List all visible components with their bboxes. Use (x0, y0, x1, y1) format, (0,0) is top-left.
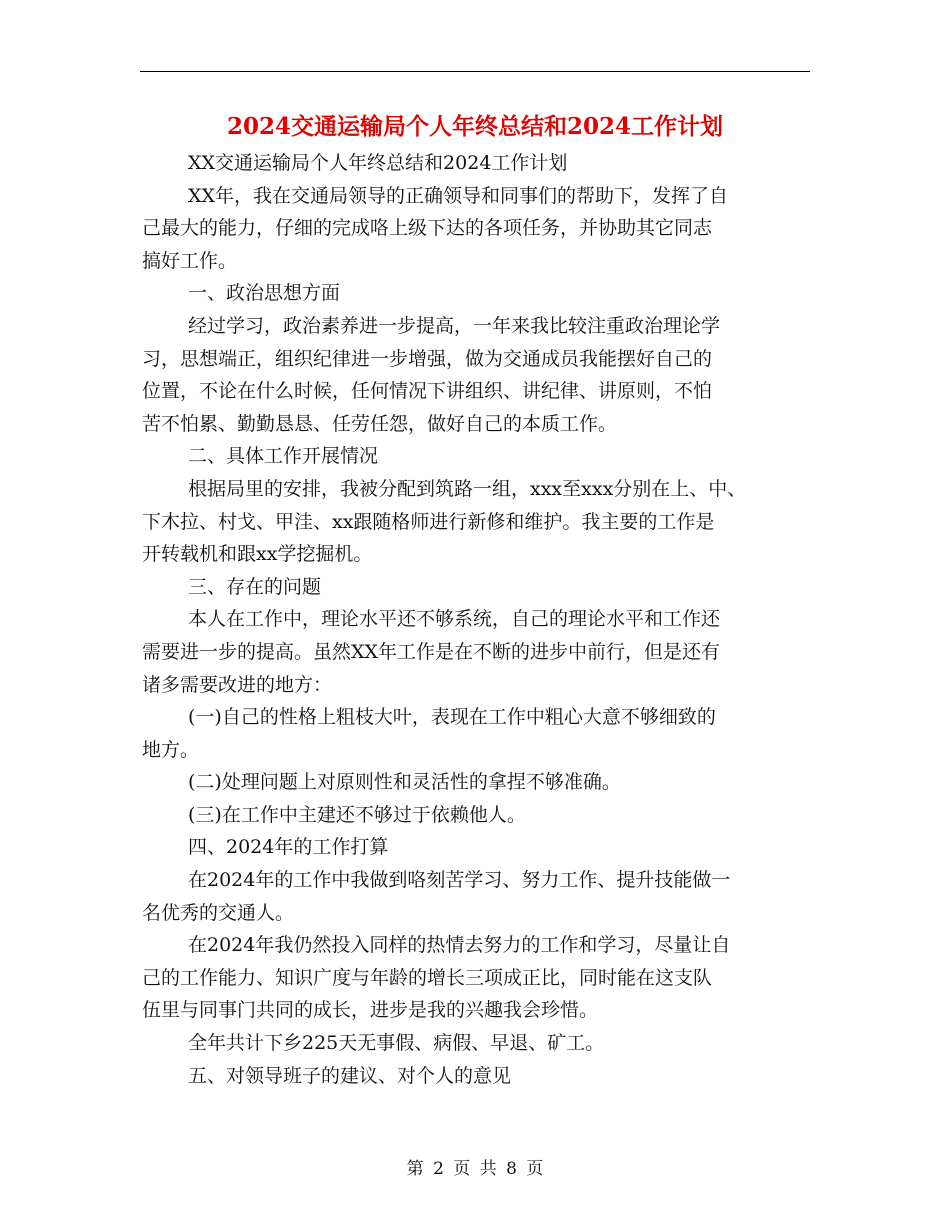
paragraph (142, 310, 832, 440)
text-line: (一)自己的性格上粗枝大叶，表现在工作中粗心大意不够细致的 (188, 706, 716, 729)
text-line: 经过学习，政治素养进一步提高，一年来我比较注重政治理论学 (188, 314, 721, 337)
text-line: 名优秀的交通人。 (142, 901, 295, 924)
text-line: 下木拉、村戈、甲洼、xx跟随格师进行新修和维护。我主要的工作是 (142, 510, 715, 533)
paragraph (142, 701, 832, 766)
text-line: 开转载机和跟xx学挖掘机。 (142, 543, 373, 566)
text-line: 苦不怕累、勤勤恳恳、任劳任怨，做好自己的本质工作。 (142, 412, 618, 435)
paragraph (142, 929, 832, 1027)
paragraph (142, 1060, 832, 1093)
text-line: 习，思想端正，组织纪律进一步增强，做为交通成员我能摆好自己的 (142, 347, 713, 370)
text-line: 在2024年的工作中我做到咯刻苦学习、努力工作、提升技能做一 (188, 869, 731, 892)
text-line: 五、对领导班子的建议、对个人的意见 (188, 1064, 512, 1087)
text-line: (二)处理问题上对原则性和灵活性的拿捏不够准确。 (188, 771, 621, 794)
text-line: 位置，不论在什么时候，任何情况下讲组织、讲纪律、讲原则，不怕 (142, 380, 713, 403)
text-line: 三、存在的问题 (188, 575, 322, 598)
text-line: 一、政治思想方面 (188, 282, 341, 305)
paragraph (142, 571, 832, 604)
paragraph (142, 180, 832, 278)
text-line: (三)在工作中主建还不够过于依赖他人。 (188, 803, 526, 826)
text-line: 搞好工作。 (142, 249, 238, 272)
text-line: 诸多需要改进的地方： (142, 673, 333, 696)
document-body (142, 147, 832, 1092)
text-line: 在2024年我仍然投入同样的热情去努力的工作和学习，尽量让自 (188, 934, 731, 957)
text-line: XX交通运输局个人年终总结和2024工作计划 (188, 152, 568, 174)
text-line: 四、2024年的工作打算 (188, 836, 389, 859)
text-line: 需要进一步的提高。虽然XX年工作是在不断的进步中前行，但是还有 (142, 640, 721, 663)
text-line: 本人在工作中，理论水平还不够系统，自己的理论水平和工作还 (188, 608, 721, 631)
paragraph (142, 147, 832, 180)
text-line: 全年共计下乡225天无事假、病假、早退、矿工。 (188, 1032, 605, 1055)
paragraph (142, 799, 832, 832)
paragraph (142, 277, 832, 310)
text-line: 根据局里的安排，我被分配到筑路一组，xxx至xxx分别在上、中、 (188, 477, 747, 500)
document-title: 2024交通运输局个人年终总结和2024工作计划 (226, 113, 724, 140)
text-line: 二、具体工作开展情况 (188, 445, 379, 468)
paragraph (142, 864, 832, 929)
page-footer: 第 2 页 共 8 页 (406, 1159, 544, 1179)
paragraph (142, 440, 832, 473)
paragraph (142, 1027, 832, 1060)
text-line: XX年，我在交通局领导的正确领导和同事们的帮助下，发挥了自 (188, 184, 729, 207)
header-rule (140, 71, 810, 72)
paragraph (142, 831, 832, 864)
text-line: 己最大的能力，仔细的完成咯上级下达的各项任务，并协助其它同志 (142, 217, 713, 240)
text-line: 己的工作能力、知识广度与年龄的增长三项成正比，同时能在这支队 (142, 966, 713, 989)
paragraph (142, 473, 832, 571)
paragraph (142, 766, 832, 799)
text-line: 地方。 (142, 738, 200, 761)
text-line: 伍里与同事门共同的成长，进步是我的兴趣我会珍惜。 (142, 999, 599, 1022)
paragraph (142, 603, 832, 701)
